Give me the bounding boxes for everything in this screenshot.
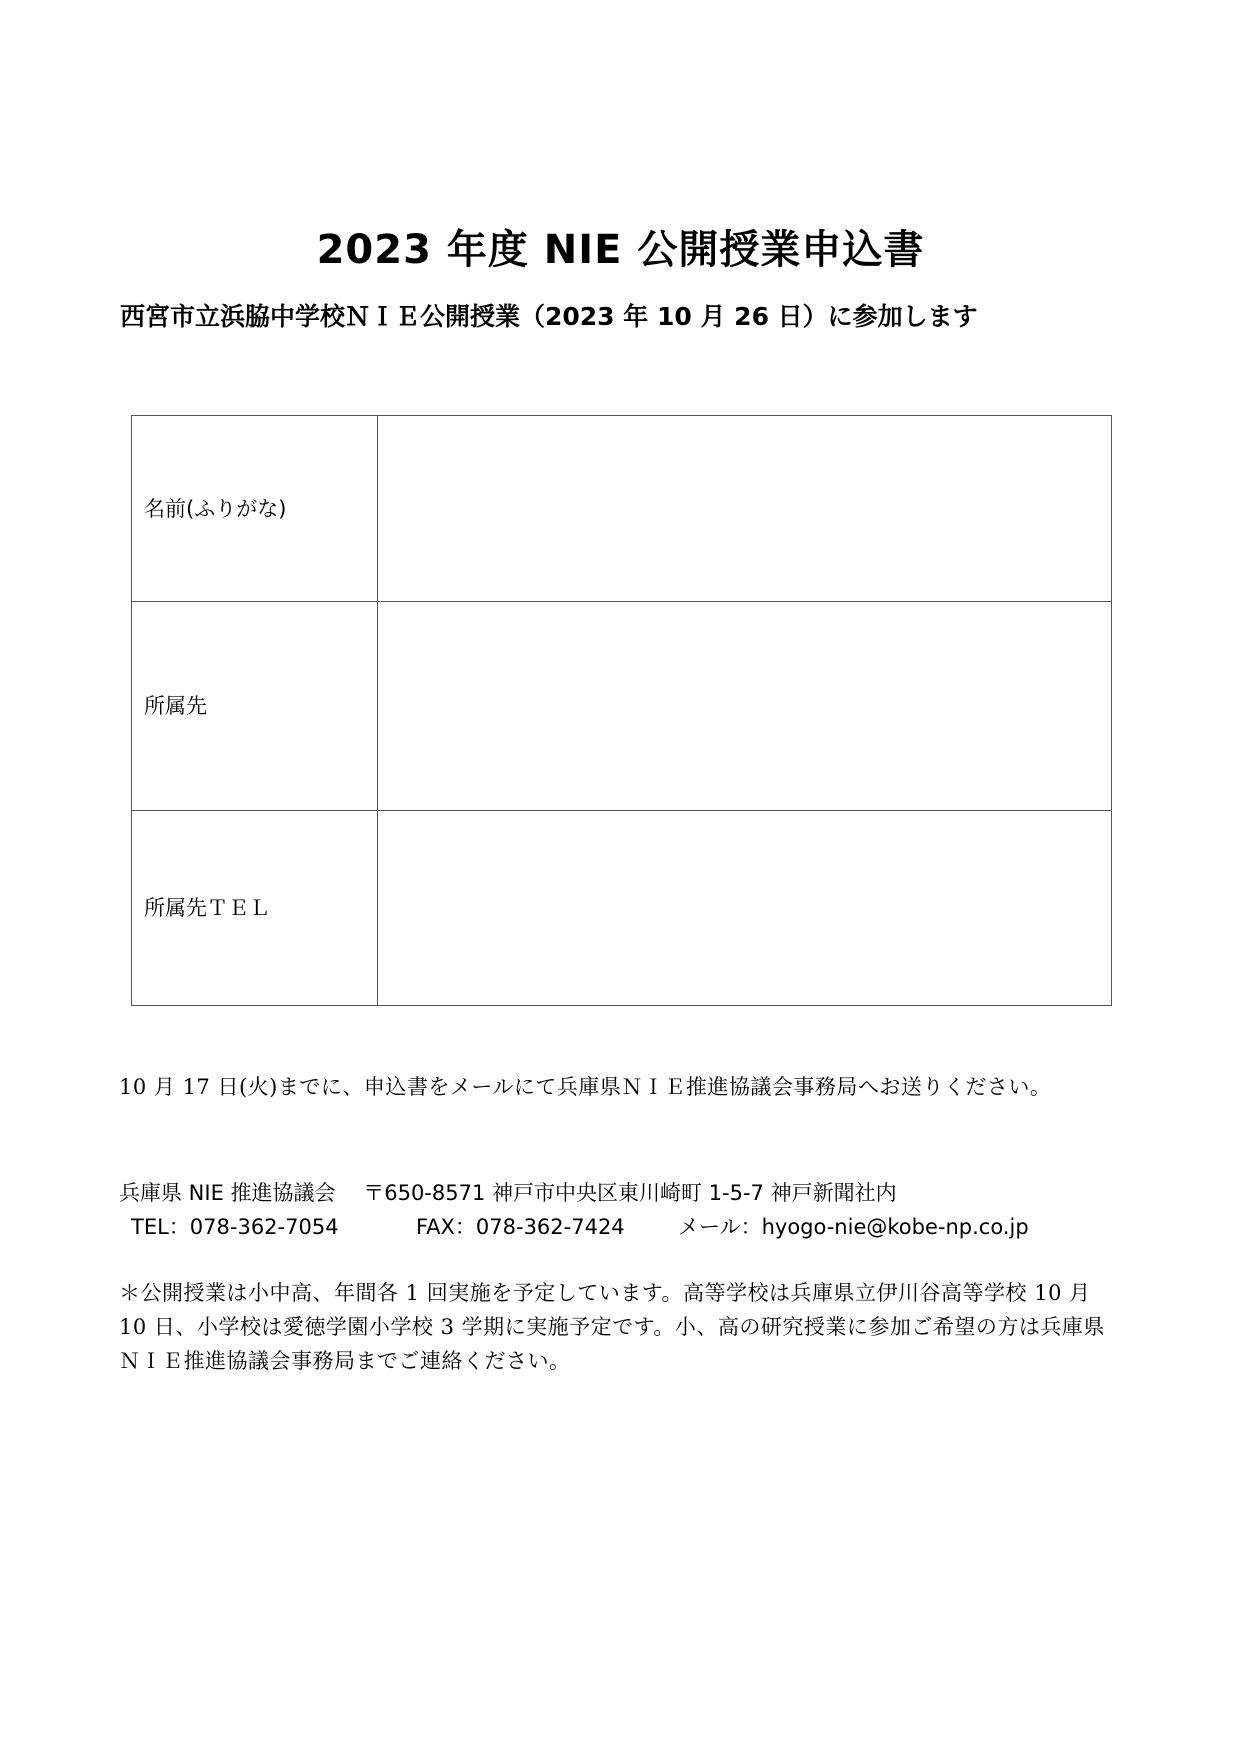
document-title: 2023 年度 NIE 公開授業申込書 xyxy=(316,227,925,273)
contact-tel: TEL：078-362-7054 xyxy=(131,1215,339,1239)
footnote: ＊公開授業は小中高、年間各 1 回実施を予定しています。高等学校は兵庫県立伊川谷高等学校 10 月 10 日、小学校は愛徳学園小学校 3 学期に実施予定です。小、高の研究授業に参加ご希望の方は兵庫県ＮＩＥ推進協議会事務局までご連絡ください。 xyxy=(119,1281,1105,1373)
organization-tel-field-cell[interactable] xyxy=(378,811,1112,1006)
contact-fax: FAX：078-362-7424 xyxy=(416,1215,625,1239)
organization-field-cell[interactable] xyxy=(378,602,1112,811)
contact-numbers-line xyxy=(119,1210,1119,1244)
application-form-table xyxy=(131,415,1112,1006)
name-field-cell[interactable] xyxy=(378,416,1112,602)
contact-address-line xyxy=(119,1176,1119,1210)
name-field[interactable] xyxy=(378,416,1111,601)
contact-block xyxy=(119,1176,1119,1244)
organization-tel-field[interactable] xyxy=(378,811,1111,1005)
contact-mail: メール：hyogo-nie@kobe-np.co.jp xyxy=(678,1215,1029,1239)
organization-tel-label: 所属先ＴＥＬ xyxy=(132,811,378,1006)
form-row-name xyxy=(132,416,1112,602)
organization-field[interactable] xyxy=(378,602,1111,810)
contact-spacer xyxy=(336,1181,364,1205)
contact-organization: 兵庫県 NIE 推進協議会 xyxy=(119,1181,336,1205)
event-subtitle: 西宮市立浜脇中学校ＮＩＥ公開授業（2023 年 10 月 26 日）に参加します xyxy=(120,302,978,331)
deadline-notice: 10 月 17 日(火)までに、申込書をメールにて兵庫県ＮＩＥ推進協議会事務局へお送りください。 xyxy=(119,1075,1052,1099)
organization-label: 所属先 xyxy=(132,602,378,811)
name-label: 名前(ふりがな) xyxy=(132,416,378,602)
contact-address: 〒650-8571 神戸市中央区東川崎町 1-5-7 神戸新聞社内 xyxy=(363,1181,897,1205)
form-row-organization-tel xyxy=(132,811,1112,1006)
form-row-organization xyxy=(132,602,1112,811)
